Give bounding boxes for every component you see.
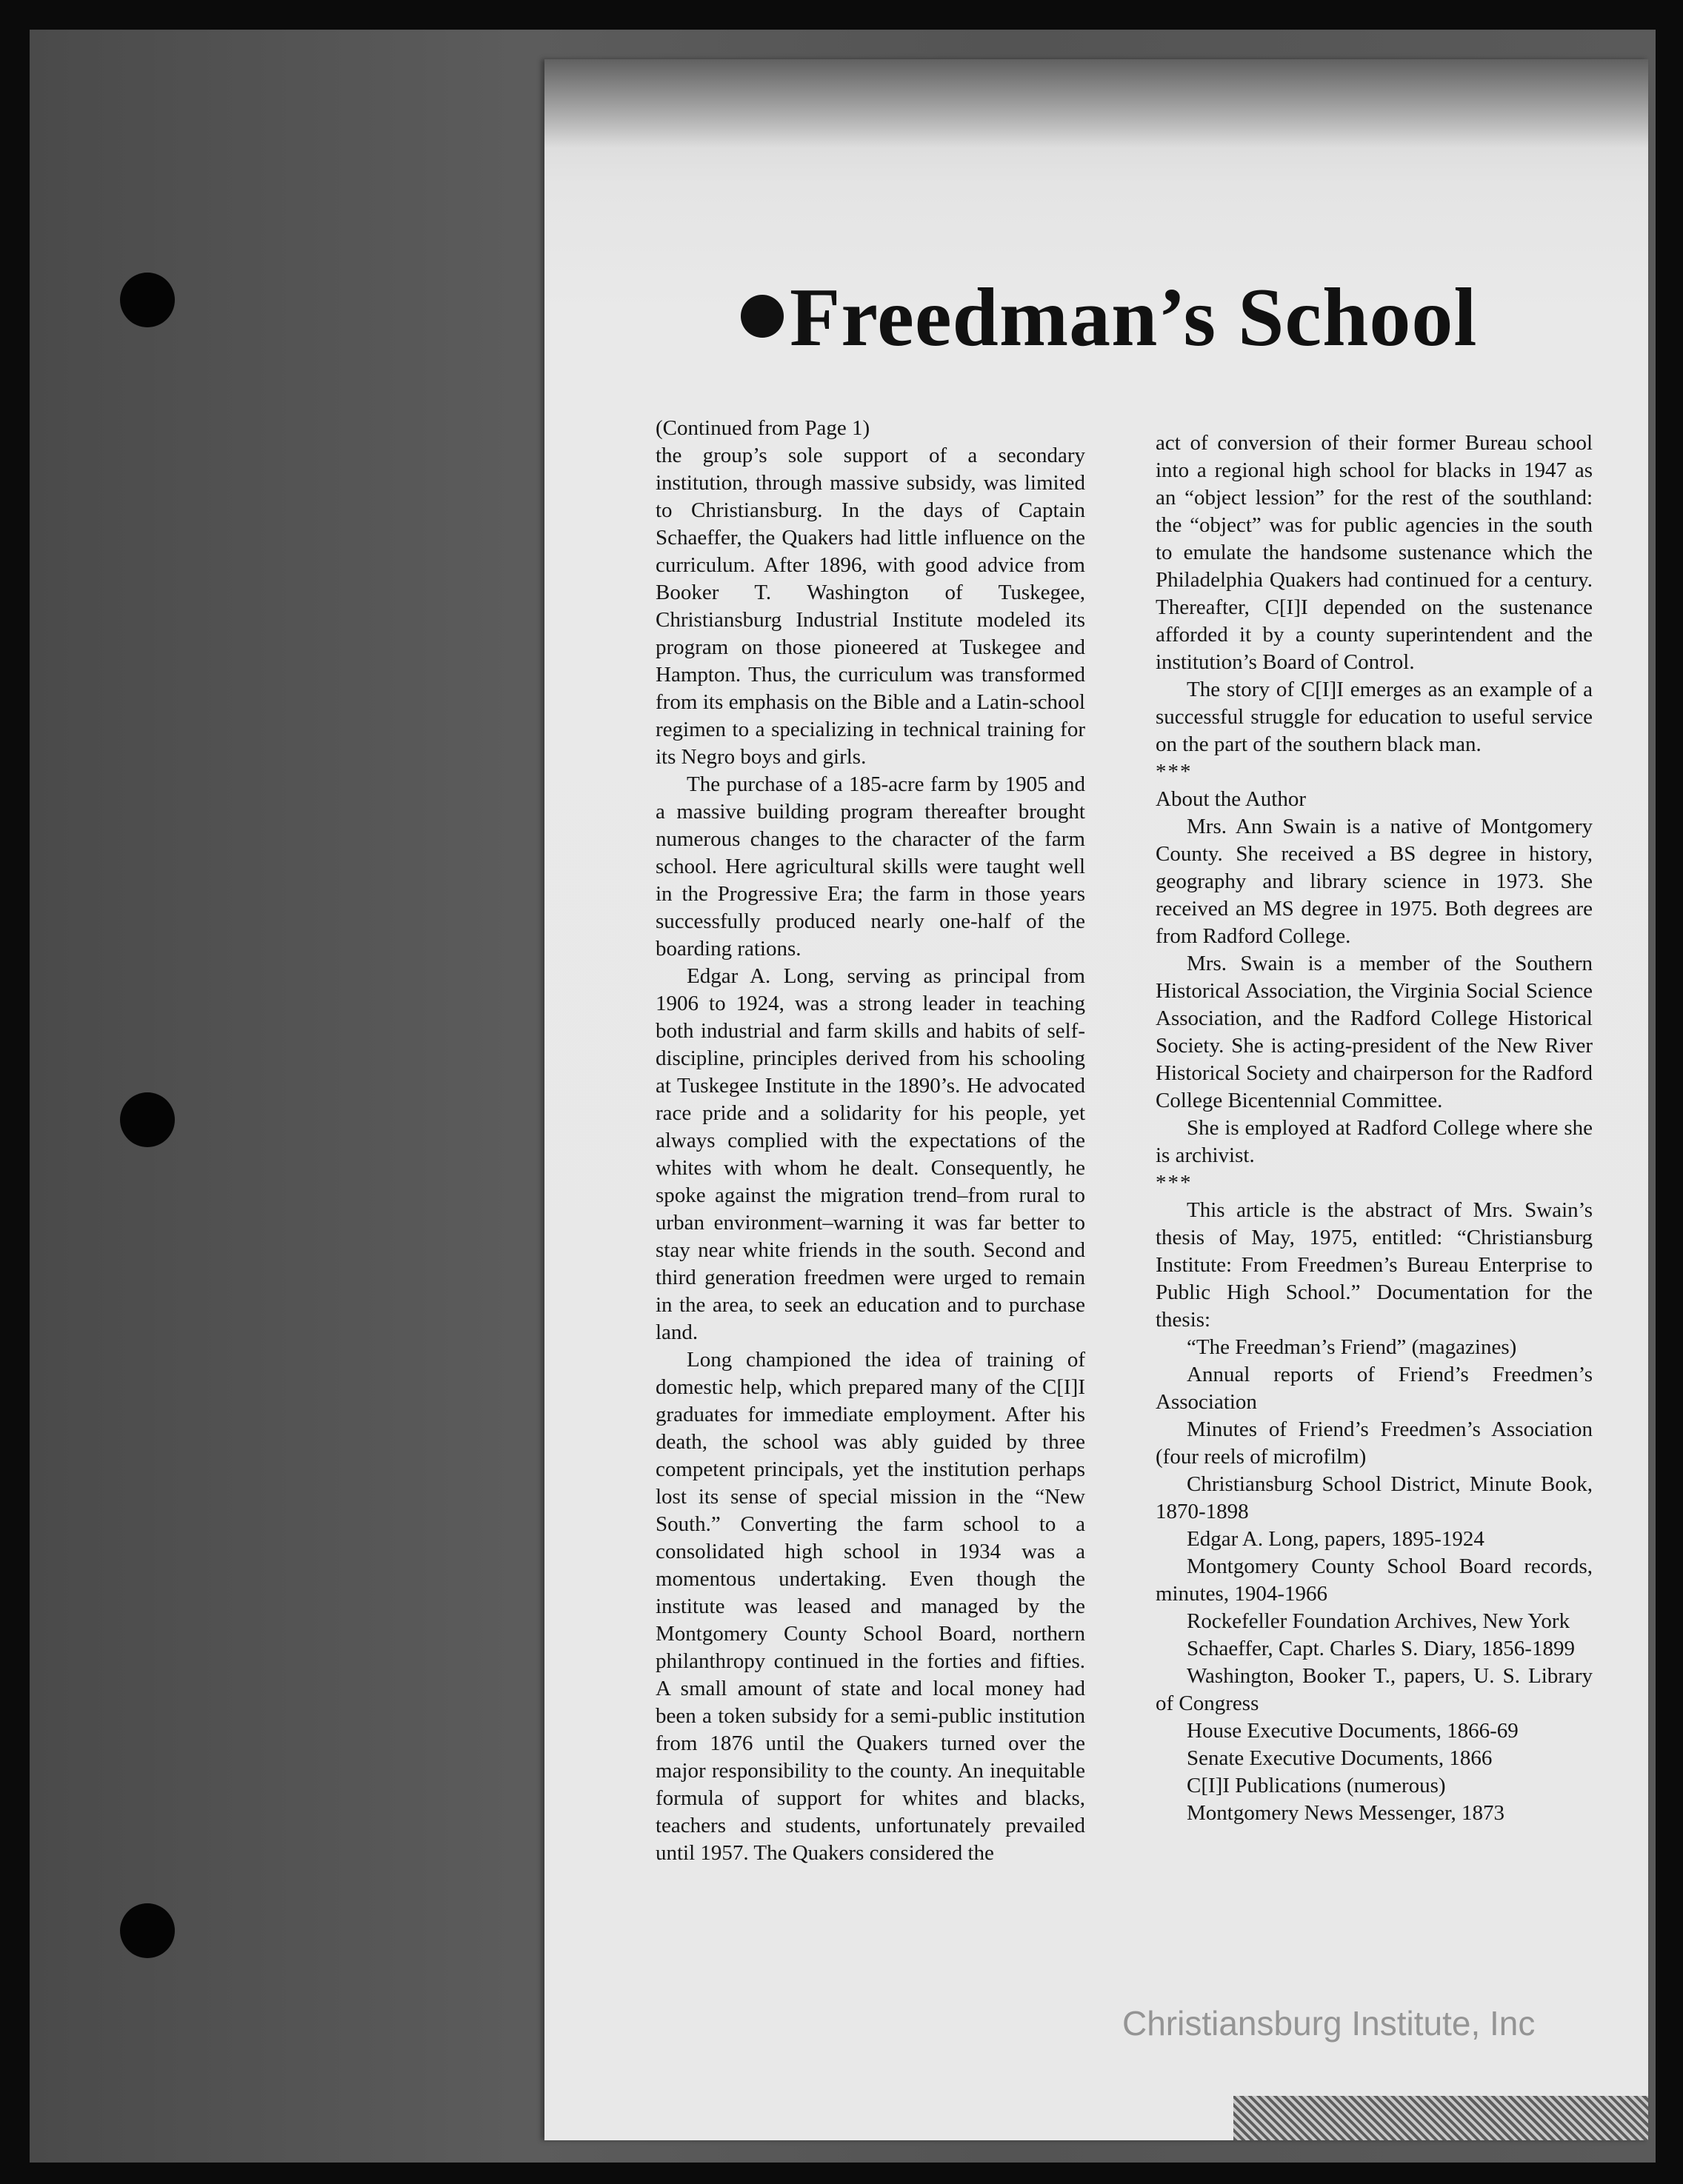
newspaper-clipping (544, 59, 1648, 2140)
reference-item: Washington, Booker T., papers, U. S. Library of Congress (1156, 1664, 1593, 1715)
about-paragraph: Mrs. Swain is a member of the Southern Historical Association, the Virginia Social Science Association, and the Radford College Historical Society. She is acting-president of the New River Historical Society and chairperson for the Radford College Bicentennial Committee. (1156, 952, 1593, 1112)
reference-item: Christiansburg School District, Minute Book, 1870-1898 (1156, 1472, 1593, 1523)
reference-item: Schaeffer, Capt. Charles S. Diary, 1856-1899 (1187, 1637, 1575, 1660)
paragraph: act of conversion of their former Bureau school into a regional high school for blacks in 1947 as an “object lession” for the rest of the southland: the “object” was for public agencies in the south to emulate the handsome sustenance which the Philadelphia Quakers had continued for a century. Thereafter, C[I]I depended on the sustenance afforded it by a county superintendent and the institution’s Board of Control. (1156, 431, 1593, 674)
reference-item: Annual reports of Friend’s Freedmen’s Association (1156, 1363, 1593, 1414)
reference-item: Montgomery News Messenger, 1873 (1187, 1801, 1504, 1825)
reference-item: “The Freedman’s Friend” (magazines) (1187, 1335, 1517, 1359)
reference-item: C[I]I Publications (numerous) (1187, 1774, 1446, 1797)
about-paragraph: Mrs. Ann Swain is a native of Montgomery County. She received a BS degree in history, geography and library science in 1973. She received an MS degree in 1975. Both degrees are from Radford College. (1156, 815, 1593, 948)
reference-item: Minutes of Friend’s Freedmen’s Association (four reels of microfilm) (1156, 1417, 1593, 1469)
paragraph: Long championed the idea of training of domestic help, which prepared many of the C[I]I graduates for immediate employment. After his death, the school was ably guided by three competent principals, yet the institution perhaps lost its sense of special mission in the “New South.” Converting the farm school to a consolidated high school in 1934 was a momentous undertaking. Even though the institute was leased and managed by the Montgomery County School Board, northern philanthropy continued in the forties and fifties. A small amount of state and local money had been a token subsidy for a semi-public institution from 1876 until the Quakers turned over the major responsibility to the county. An inequitable formula of support for whites and blacks, teachers and students, unfortunately prevailed until 1957. The Quakers considered the (656, 1348, 1085, 1865)
left-column (656, 415, 1085, 1867)
halftone-edge (1233, 2096, 1648, 2140)
scan-shadow (544, 59, 1648, 148)
paragraph: The purchase of a 185-acre farm by 1905 and a massive building program thereafter brought numerous changes to the character of the farm school. Here agricultural skills were taught well in the Progressive Era; the farm in those years successfully produced nearly one-half of the boarding rations. (656, 772, 1085, 961)
section-divider: *** (1156, 760, 1193, 784)
right-column (1156, 430, 1593, 1827)
binder-hole (120, 1903, 175, 1958)
reference-item: Rockefeller Foundation Archives, New York (1187, 1609, 1570, 1633)
continued-note: (Continued from Page 1) (656, 416, 870, 440)
paragraph: Edgar A. Long, serving as principal from 1906 to 1924, was a strong leader in teaching both industrial and farm skills and habits of self-discipline, principles derived from his schooling at Tuskegee Institute in the 1890’s. He advocated race pride and a solidarity for his people, yet always complied with the expectations of the whites with whom he dealt. Consequently, he spoke against the migration trend–from rural to urban environment–warning it was far better to stay near white friends in the south. Second and third generation freedmen were urged to remain in the area, to seek an education and to purchase land. (656, 964, 1085, 1344)
binder-hole (120, 273, 175, 327)
scrapbook-page (30, 30, 1656, 2163)
abstract-intro: This article is the abstract of Mrs. Swain’s thesis of May, 1975, entitled: “Christiansburg Institute: From Freedmen’s Bureau Enterprise to Public High School.” Documentation for the thesis: (1156, 1198, 1593, 1332)
reference-item: Montgomery County School Board records, minutes, 1904-1966 (1156, 1554, 1593, 1606)
about-paragraph: She is employed at Radford College where she is archivist. (1156, 1116, 1593, 1167)
reference-item: House Executive Documents, 1866-69 (1187, 1719, 1519, 1743)
reference-item: Senate Executive Documents, 1866 (1187, 1746, 1493, 1770)
headline-text: Freedman’s School (790, 272, 1478, 364)
paragraph: the group’s sole support of a secondary institution, through massive subsidy, was limited to Christiansburg. In the days of Captain Schaeffer, the Quakers had little influence on the curriculum. After 1896, with good advice from Booker T. Washington of Tuskegee, Christiansburg Industrial Institute modeled its program on those pioneered at Tuskegee and Hampton. Thus, the curriculum was transformed from its emphasis on the Bible and a Latin-school regimen to a specializing in technical training for its Negro boys and girls. (656, 444, 1085, 769)
headline (741, 270, 1630, 366)
watermark: Christiansburg Institute, Inc (1122, 2004, 1536, 2043)
bullet-icon (741, 295, 784, 338)
about-heading: About the Author (1156, 787, 1306, 811)
reference-item: Edgar A. Long, papers, 1895-1924 (1187, 1527, 1484, 1551)
section-divider: *** (1156, 1171, 1193, 1195)
binder-hole (120, 1092, 175, 1147)
paragraph: The story of C[I]I emerges as an example of a successful struggle for education to useful service on the part of the southern black man. (1156, 678, 1593, 756)
